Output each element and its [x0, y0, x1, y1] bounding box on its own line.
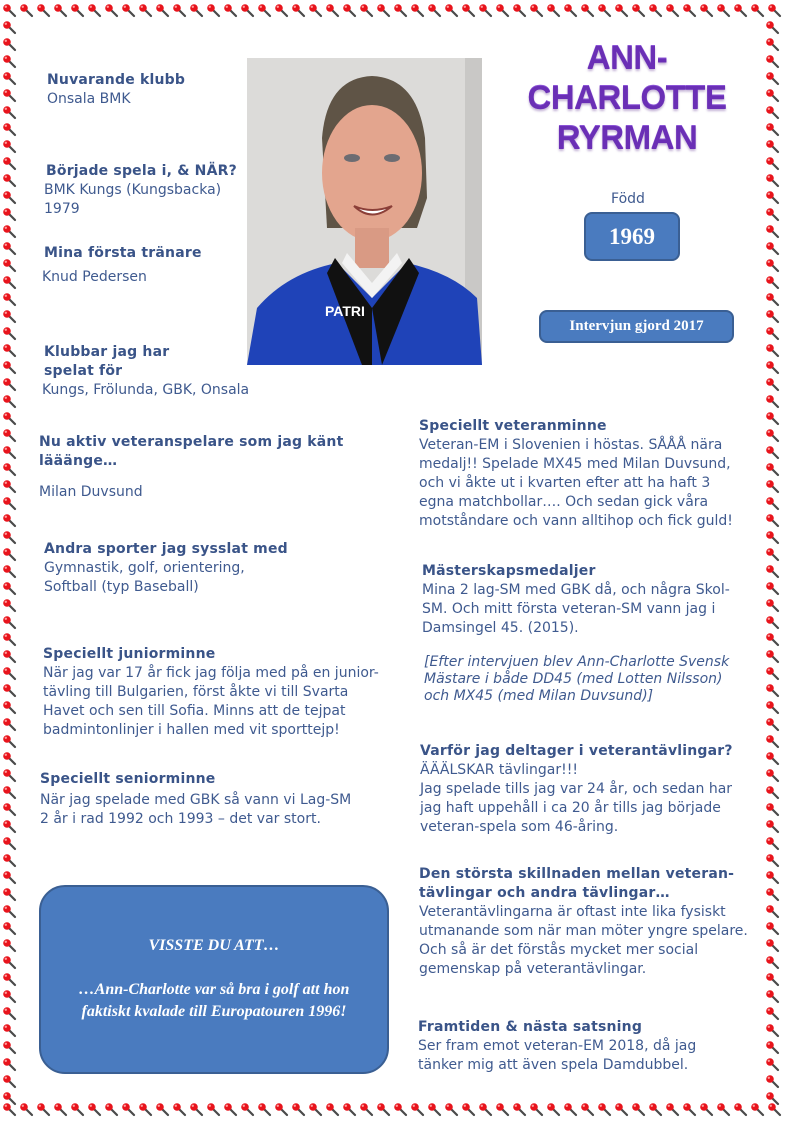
border-pin-icon	[309, 1103, 321, 1115]
border-pin-icon	[700, 4, 712, 16]
border-pin-icon	[3, 990, 15, 1002]
border-pin-icon	[156, 1103, 168, 1115]
section-text: När jag var 17 år fick jag följa med på en junior-	[43, 665, 379, 681]
border-pin-icon	[766, 225, 778, 237]
section-other-sports	[44, 540, 288, 597]
border-pin-icon	[766, 769, 778, 781]
section-active-veteran-friend	[39, 433, 343, 502]
section-heading-line: Den största skillnaden mellan veteran-	[419, 866, 735, 882]
border-pin-icon	[766, 327, 778, 339]
section-text: BMK Kungs (Kungsbacka)	[44, 182, 222, 198]
border-pin-icon	[766, 497, 778, 509]
border-pin-icon	[766, 973, 778, 985]
border-pin-icon	[766, 89, 778, 101]
border-pin-icon	[3, 395, 15, 407]
border-pin-icon	[632, 4, 644, 16]
border-pin-icon	[766, 174, 778, 186]
section-why-veteran	[420, 742, 733, 837]
border-pin-icon	[766, 259, 778, 271]
border-pin-icon	[3, 1092, 15, 1104]
border-pin-icon	[3, 106, 15, 118]
border-pin-icon	[122, 1103, 134, 1115]
border-pin-icon	[615, 1103, 627, 1115]
did-you-know-line: faktiskt kvalade till Europatouren 1996!	[81, 1003, 347, 1020]
section-first-coaches	[44, 244, 202, 287]
note-text: [Efter intervjuen blev Ann-Charlotte Svensk	[424, 654, 730, 670]
border-pin-icon	[224, 4, 236, 16]
border-pin-icon	[105, 4, 117, 16]
border-pin-icon	[3, 837, 15, 849]
border-pin-icon	[564, 4, 576, 16]
border-pin-icon	[766, 1041, 778, 1053]
border-pin-icon	[766, 208, 778, 220]
border-pin-icon	[479, 4, 491, 16]
section-text: utmanande som när man möter yngre spelare.	[419, 923, 748, 939]
section-text: Softball (typ Baseball)	[44, 579, 199, 595]
border-pin-icon	[3, 633, 15, 645]
border-pin-icon	[496, 4, 508, 16]
border-pin-icon	[766, 990, 778, 1002]
border-pin-icon	[3, 1024, 15, 1036]
border-pin-icon	[766, 1092, 778, 1104]
border-pin-icon	[766, 956, 778, 968]
border-pin-icon	[105, 1103, 117, 1115]
border-pin-icon	[766, 38, 778, 50]
section-heading: Mästerskapsmedaljer	[422, 563, 596, 579]
border-pin-icon	[3, 89, 15, 101]
border-pin-icon	[666, 1103, 678, 1115]
section-text: Havet och sen till Sofia. Minns att de tejpat	[43, 703, 346, 719]
border-pin-icon	[3, 55, 15, 67]
border-pin-icon	[513, 4, 525, 16]
page-title	[492, 38, 762, 158]
border-pin-icon	[20, 4, 32, 16]
section-junior-memory	[43, 645, 379, 740]
border-pin-icon	[766, 786, 778, 798]
border-pin-icon	[462, 1103, 474, 1115]
border-pin-icon	[3, 803, 15, 815]
border-pin-icon	[3, 565, 15, 577]
border-pin-icon	[766, 412, 778, 424]
border-pin-icon	[717, 1103, 729, 1115]
border-pin-icon	[3, 599, 15, 611]
section-text: egna matchbollar…. Och sedan gick våra	[419, 494, 709, 510]
border-pin-icon	[3, 191, 15, 203]
portrait-photo	[247, 58, 482, 365]
border-pin-icon	[598, 4, 610, 16]
border-pin-icon	[3, 888, 15, 900]
border-pin-icon	[766, 446, 778, 458]
section-text: Ser fram emot veteran-EM 2018, då jag	[418, 1038, 697, 1054]
border-pin-icon	[3, 871, 15, 883]
border-pin-icon	[751, 1103, 763, 1115]
border-pin-icon	[766, 650, 778, 662]
border-pin-icon	[3, 21, 15, 33]
born-label: Född	[611, 191, 645, 207]
did-you-know-box	[39, 885, 389, 1074]
border-pin-icon	[3, 1103, 15, 1115]
border-pin-icon	[20, 1103, 32, 1115]
section-started-playing	[46, 162, 237, 219]
border-pin-icon	[3, 361, 15, 373]
border-pin-icon	[766, 514, 778, 526]
border-pin-icon	[766, 582, 778, 594]
border-pin-icon	[766, 752, 778, 764]
border-pin-icon	[3, 429, 15, 441]
section-text: Onsala BMK	[47, 91, 131, 107]
border-pin-icon	[37, 1103, 49, 1115]
border-pin-icon	[766, 293, 778, 305]
section-text: SM. Och mitt första veteran-SM vann jag i	[422, 601, 716, 617]
border-pin-icon	[37, 4, 49, 16]
border-pin-icon	[766, 55, 778, 67]
border-pin-icon	[766, 633, 778, 645]
border-pin-icon	[3, 72, 15, 84]
border-pin-icon	[3, 922, 15, 934]
border-pin-icon	[309, 4, 321, 16]
border-pin-icon	[479, 1103, 491, 1115]
border-pin-icon	[766, 837, 778, 849]
border-pin-icon	[445, 4, 457, 16]
border-pin-icon	[139, 1103, 151, 1115]
border-pin-icon	[564, 1103, 576, 1115]
border-pin-icon	[326, 4, 338, 16]
section-text: gemenskap på veterantävlingar.	[419, 961, 647, 977]
section-heading: Speciellt seniorminne	[40, 771, 216, 787]
border-pin-icon	[598, 1103, 610, 1115]
border-pin-icon	[3, 310, 15, 322]
section-text: Knud Pedersen	[42, 269, 147, 285]
border-pin-icon	[766, 888, 778, 900]
border-pin-icon	[615, 4, 627, 16]
border-pin-icon	[766, 701, 778, 713]
section-future	[418, 1018, 696, 1075]
border-pin-icon	[3, 905, 15, 917]
border-pin-icon	[766, 871, 778, 883]
section-text: Kungs, Frölunda, GBK, Onsala	[42, 382, 250, 398]
section-text: 1979	[44, 201, 80, 217]
section-heading-line: Nu aktiv veteranspelare som jag känt	[39, 434, 344, 450]
border-pin-icon	[3, 293, 15, 305]
section-heading-line: lääänge…	[39, 453, 118, 469]
border-pin-icon	[3, 752, 15, 764]
border-pin-icon	[766, 140, 778, 152]
title-line-1: ANN-CHARLOTTE	[527, 39, 727, 116]
border-pin-icon	[3, 582, 15, 594]
border-pin-icon	[3, 140, 15, 152]
border-pin-icon	[3, 446, 15, 458]
border-pin-icon	[3, 667, 15, 679]
border-pin-icon	[3, 463, 15, 475]
section-text: veteran-spela som 46-åring.	[420, 819, 619, 835]
title-line-2: RYRMAN	[556, 119, 698, 156]
section-heading: Speciellt veteranminne	[419, 418, 607, 434]
border-pin-icon	[766, 599, 778, 611]
born-year-badge	[584, 212, 680, 261]
section-heading: Andra sporter jag sysslat med	[44, 541, 288, 557]
border-pin-icon	[3, 327, 15, 339]
border-pin-icon	[766, 344, 778, 356]
section-heading: Nuvarande klubb	[47, 72, 186, 88]
border-pin-icon	[445, 1103, 457, 1115]
border-pin-icon	[766, 157, 778, 169]
border-pin-icon	[700, 1103, 712, 1115]
border-pin-icon	[766, 616, 778, 628]
border-pin-icon	[3, 4, 15, 16]
section-text: tänker mig att även spela Damdubbel.	[418, 1057, 689, 1073]
border-pin-icon	[766, 548, 778, 560]
border-pin-icon	[292, 4, 304, 16]
did-you-know-line: …Ann-Charlotte var så bra i golf att hon	[78, 981, 350, 998]
border-pin-icon	[683, 4, 695, 16]
border-pin-icon	[292, 1103, 304, 1115]
section-heading: Varför jag deltager i veterantävlingar?	[420, 743, 733, 759]
border-pin-icon	[649, 4, 661, 16]
border-pin-icon	[3, 701, 15, 713]
section-text: 2 år i rad 1992 och 1993 – det var stort.	[40, 811, 321, 827]
border-pin-icon	[649, 1103, 661, 1115]
section-text: Milan Duvsund	[39, 484, 143, 500]
border-pin-icon	[122, 4, 134, 16]
born-year: 1969	[609, 224, 655, 249]
section-text: och vi åkte ut i kvarten efter att ha haft 3	[419, 475, 711, 491]
border-pin-icon	[632, 1103, 644, 1115]
border-pin-icon	[513, 1103, 525, 1115]
section-text: Och så är det förstås mycket mer social	[419, 942, 699, 958]
border-pin-icon	[173, 1103, 185, 1115]
border-pin-icon	[766, 854, 778, 866]
border-pin-icon	[207, 1103, 219, 1115]
border-pin-icon	[3, 225, 15, 237]
section-biggest-difference	[419, 865, 748, 979]
border-pin-icon	[54, 1103, 66, 1115]
section-heading: Mina första tränare	[44, 245, 202, 261]
border-pin-icon	[3, 854, 15, 866]
border-pin-icon	[766, 72, 778, 84]
border-pin-icon	[428, 4, 440, 16]
border-pin-icon	[54, 4, 66, 16]
border-pin-icon	[3, 412, 15, 424]
border-pin-icon	[394, 1103, 406, 1115]
border-pin-icon	[547, 1103, 559, 1115]
border-pin-icon	[766, 565, 778, 577]
border-pin-icon	[581, 1103, 593, 1115]
border-pin-icon	[258, 1103, 270, 1115]
border-pin-icon	[190, 4, 202, 16]
border-pin-icon	[766, 378, 778, 390]
border-pin-icon	[3, 769, 15, 781]
section-text: När jag spelade med GBK så vann vi Lag-SM	[40, 792, 352, 808]
border-pin-icon	[173, 4, 185, 16]
section-veteran-memory	[419, 417, 733, 531]
border-pin-icon	[768, 1103, 780, 1115]
border-pin-icon	[241, 4, 253, 16]
section-heading-line: Klubbar jag har	[44, 344, 170, 360]
border-pin-icon	[666, 4, 678, 16]
border-pin-icon	[241, 1103, 253, 1115]
border-pin-icon	[766, 1024, 778, 1036]
border-pin-icon	[766, 803, 778, 815]
border-pin-icon	[3, 531, 15, 543]
border-pin-icon	[766, 939, 778, 951]
border-pin-icon	[3, 1007, 15, 1019]
did-you-know-title: VISSTE DU ATT…	[148, 937, 280, 954]
border-pin-icon	[3, 208, 15, 220]
section-text: ÄÄÄLSKAR tävlingar!!!	[420, 762, 578, 778]
border-pin-icon	[766, 106, 778, 118]
border-pin-icon	[768, 4, 780, 16]
border-pin-icon	[766, 905, 778, 917]
border-pin-icon	[3, 973, 15, 985]
border-pin-icon	[717, 4, 729, 16]
border-pin-icon	[581, 4, 593, 16]
border-pin-icon	[547, 4, 559, 16]
section-text: Veteran-EM i Slovenien i höstas. SÅÅÅ nära	[419, 437, 723, 453]
section-heading: Framtiden & nästa satsning	[418, 1019, 643, 1035]
border-pin-icon	[766, 242, 778, 254]
section-text: medalj!! Spelade MX45 med Milan Duvsund,	[419, 456, 731, 472]
border-pin-icon	[766, 531, 778, 543]
border-pin-icon	[766, 735, 778, 747]
border-pin-icon	[3, 718, 15, 730]
border-pin-icon	[394, 4, 406, 16]
border-pin-icon	[343, 4, 355, 16]
border-pin-icon	[190, 1103, 202, 1115]
border-pin-icon	[766, 1007, 778, 1019]
section-current-club	[47, 71, 185, 109]
border-pin-icon	[428, 1103, 440, 1115]
border-pin-icon	[275, 4, 287, 16]
interview-label: Intervjun gjord 2017	[569, 318, 704, 334]
interview-year-badge	[539, 310, 734, 343]
border-pin-icon	[3, 344, 15, 356]
border-pin-icon	[766, 361, 778, 373]
border-pin-icon	[3, 735, 15, 747]
border-pin-icon	[3, 38, 15, 50]
border-pin-icon	[207, 4, 219, 16]
border-pin-icon	[766, 1058, 778, 1070]
border-pin-icon	[3, 956, 15, 968]
section-text: badmintonlinjer i hallen med vit sporttejp!	[43, 722, 340, 738]
border-pin-icon	[258, 4, 270, 16]
border-pin-icon	[766, 684, 778, 696]
border-pin-icon	[3, 1041, 15, 1053]
border-pin-icon	[377, 1103, 389, 1115]
section-heading: Speciellt juniorminne	[43, 646, 216, 662]
border-pin-icon	[326, 1103, 338, 1115]
border-pin-icon	[3, 378, 15, 390]
border-pin-icon	[766, 310, 778, 322]
section-heading: Började spela i, & NÄR?	[46, 163, 237, 179]
border-pin-icon	[3, 276, 15, 288]
border-pin-icon	[343, 1103, 355, 1115]
border-pin-icon	[3, 242, 15, 254]
border-pin-icon	[3, 259, 15, 271]
border-pin-icon	[377, 4, 389, 16]
section-text: Gymnastik, golf, orientering,	[44, 560, 245, 576]
note-text: Mästare i både DD45 (med Lotten Nilsson)	[424, 671, 723, 687]
section-senior-memory	[40, 770, 351, 829]
border-pin-icon	[766, 191, 778, 203]
border-pin-icon	[734, 4, 746, 16]
border-pin-icon	[683, 1103, 695, 1115]
section-heading-line: spelat för	[44, 363, 123, 379]
border-pin-icon	[71, 1103, 83, 1115]
border-pin-icon	[530, 4, 542, 16]
section-text: jag haft uppehåll i ca 20 år tills jag började	[420, 800, 721, 816]
border-pin-icon	[766, 1075, 778, 1087]
shirt-text: PATRI	[325, 303, 365, 319]
border-pin-icon	[3, 123, 15, 135]
border-pin-icon	[3, 1075, 15, 1087]
border-pin-icon	[766, 718, 778, 730]
border-pin-icon	[88, 4, 100, 16]
section-championship-medals	[422, 562, 730, 705]
border-pin-icon	[751, 4, 763, 16]
section-text: Damsingel 45. (2015).	[422, 620, 579, 636]
border-pin-icon	[3, 157, 15, 169]
border-pin-icon	[411, 4, 423, 16]
border-pin-icon	[766, 429, 778, 441]
border-pin-icon	[88, 1103, 100, 1115]
border-pin-icon	[3, 650, 15, 662]
border-pin-icon	[3, 786, 15, 798]
border-pin-icon	[3, 820, 15, 832]
border-pin-icon	[156, 4, 168, 16]
border-pin-icon	[530, 1103, 542, 1115]
border-pin-icon	[360, 1103, 372, 1115]
border-pin-icon	[224, 1103, 236, 1115]
section-clubs-played	[44, 343, 249, 400]
section-text: Mina 2 lag-SM med GBK då, och några Skol-	[422, 582, 730, 598]
note-text: och MX45 (med Milan Duvsund)]	[424, 688, 654, 704]
border-pin-icon	[411, 1103, 423, 1115]
border-pin-icon	[3, 497, 15, 509]
border-pin-icon	[71, 4, 83, 16]
border-pin-icon	[766, 123, 778, 135]
border-pin-icon	[766, 395, 778, 407]
border-pin-icon	[3, 616, 15, 628]
border-pin-icon	[3, 174, 15, 186]
section-text: Jag spelade tills jag var 24 år, och sedan har	[420, 781, 733, 797]
border-pin-icon	[766, 21, 778, 33]
border-pin-icon	[496, 1103, 508, 1115]
section-text: Veterantävlingarna är oftast inte lika fysiskt	[419, 904, 726, 920]
border-pin-icon	[3, 1058, 15, 1070]
border-pin-icon	[766, 922, 778, 934]
border-pin-icon	[3, 548, 15, 560]
border-pin-icon	[766, 820, 778, 832]
border-pin-icon	[734, 1103, 746, 1115]
section-text: tävling till Bulgarien, först åkte vi till Svarta	[43, 684, 349, 700]
section-text: motståndare och vann alltihop och fick guld!	[419, 513, 733, 529]
border-pin-icon	[275, 1103, 287, 1115]
border-pin-icon	[3, 939, 15, 951]
border-pin-icon	[462, 4, 474, 16]
section-heading-line: tävlingar och andra tävlingar…	[419, 885, 670, 901]
border-pin-icon	[766, 276, 778, 288]
border-pin-icon	[3, 684, 15, 696]
border-pin-icon	[139, 4, 151, 16]
border-pin-icon	[766, 480, 778, 492]
border-pin-icon	[766, 667, 778, 679]
border-pin-icon	[360, 4, 372, 16]
border-pin-icon	[3, 514, 15, 526]
border-pin-icon	[3, 480, 15, 492]
border-pin-icon	[766, 463, 778, 475]
